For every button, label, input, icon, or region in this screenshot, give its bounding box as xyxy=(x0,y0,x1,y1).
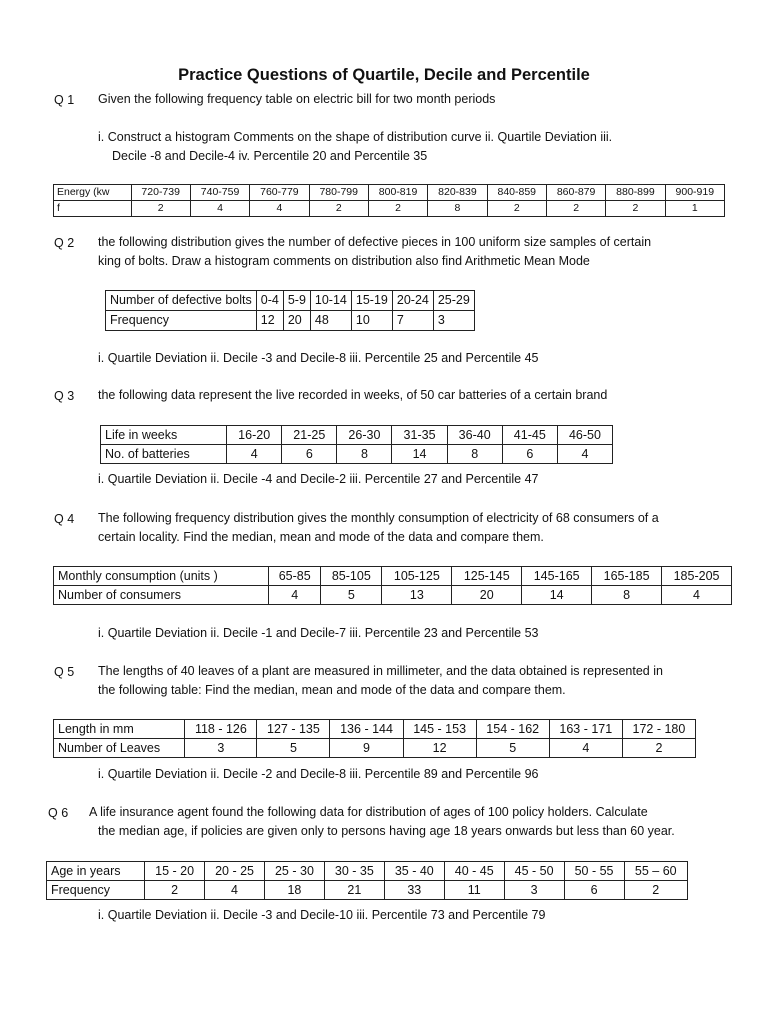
table-cell: 145 - 153 xyxy=(403,720,476,739)
table-cell: 125-145 xyxy=(452,567,522,586)
row-label-cell: Number of consumers xyxy=(54,586,269,605)
table-row xyxy=(54,586,732,605)
table-cell: 6 xyxy=(564,881,624,900)
table-cell: 46-50 xyxy=(557,426,612,445)
table-cell: 9 xyxy=(330,739,403,758)
row-label-cell: Energy (kw xyxy=(54,185,132,201)
table-cell: 50 - 55 xyxy=(564,862,624,881)
table-cell: 5 xyxy=(476,739,549,758)
row-label-cell: Age in years xyxy=(47,862,145,881)
table-cell: 2 xyxy=(487,201,546,217)
table-cell: 105-125 xyxy=(382,567,452,586)
row-label-cell: Life in weeks xyxy=(101,426,227,445)
table-cell: 14 xyxy=(392,445,447,464)
table-cell: 7 xyxy=(392,311,433,331)
q1-number: Q 1 xyxy=(54,93,75,107)
table-row xyxy=(47,881,688,900)
table-cell: 820-839 xyxy=(428,185,487,201)
table-cell: 36-40 xyxy=(447,426,502,445)
table-cell: 800-819 xyxy=(368,185,427,201)
table-cell: 25-29 xyxy=(433,291,474,311)
table-cell: 4 xyxy=(227,445,282,464)
q1-frequency-table xyxy=(53,184,725,217)
table-row xyxy=(54,567,732,586)
table-cell: 2 xyxy=(624,881,687,900)
row-label-cell: Number of defective bolts xyxy=(106,291,257,311)
table-cell: 20 xyxy=(283,311,310,331)
table-cell: 760-779 xyxy=(250,185,309,201)
q5-number: Q 5 xyxy=(54,665,75,679)
table-cell: 880-899 xyxy=(606,185,665,201)
q2-line1: the following distribution gives the number of defective pieces in 100 uniform size samples of certain xyxy=(98,235,652,249)
table-cell: 8 xyxy=(592,586,662,605)
table-cell: 10 xyxy=(351,311,392,331)
table-row xyxy=(54,201,725,217)
table-cell: 41-45 xyxy=(502,426,557,445)
table-cell: 8 xyxy=(337,445,392,464)
q4-line2: certain locality. Find the median, mean and mode of the data and compare them. xyxy=(98,530,544,544)
table-cell: 3 xyxy=(433,311,474,331)
q6-tasks: i. Quartile Deviation ii. Decile -3 and Decile-10 iii. Percentile 73 and Percentile 79 xyxy=(98,908,546,922)
q3-line1: the following data represent the live recorded in weeks, of 50 car batteries of a certain brand xyxy=(98,388,608,402)
table-cell: 127 - 135 xyxy=(257,720,330,739)
table-cell: 4 xyxy=(190,201,249,217)
table-cell: 5-9 xyxy=(283,291,310,311)
q1-task-line2: Decile -8 and Decile-4 iv. Percentile 20 and Percentile 35 xyxy=(112,149,428,163)
table-cell: 10-14 xyxy=(310,291,351,311)
table-cell: 163 - 171 xyxy=(549,720,622,739)
table-cell: 5 xyxy=(321,586,382,605)
row-label-cell: Length in mm xyxy=(54,720,185,739)
table-cell: 2 xyxy=(368,201,427,217)
q2-defective-bolts-table xyxy=(105,290,475,331)
table-cell: 154 - 162 xyxy=(476,720,549,739)
row-label-cell: Frequency xyxy=(47,881,145,900)
q6-line1: A life insurance agent found the following data for distribution of ages of 100 policy holders. Calculate xyxy=(89,805,648,819)
table-cell: 0-4 xyxy=(256,291,283,311)
table-cell: 12 xyxy=(403,739,476,758)
table-cell: 45 - 50 xyxy=(504,862,564,881)
table-cell: 20 xyxy=(452,586,522,605)
row-label-cell: Monthly consumption (units ) xyxy=(54,567,269,586)
q2-tasks: i. Quartile Deviation ii. Decile -3 and Decile-8 iii. Percentile 25 and Percentile 45 xyxy=(98,351,539,365)
q1-task-line1: i. Construct a histogram Comments on the shape of distribution curve ii. Quartile Deviation iii. xyxy=(98,130,613,144)
table-cell: 740-759 xyxy=(190,185,249,201)
table-cell: 165-185 xyxy=(592,567,662,586)
q5-line2: the following table: Find the median, mean and mode of the data and compare them. xyxy=(98,683,566,697)
table-cell: 26-30 xyxy=(337,426,392,445)
q6-line2: the median age, if policies are given only to persons having age 18 years onwards but less than 60 year. xyxy=(98,824,675,838)
q2-line2: king of bolts. Draw a histogram comments on distribution also find Arithmetic Mean Mode xyxy=(98,254,590,268)
q6-number: Q 6 xyxy=(48,806,69,820)
table-cell: 33 xyxy=(384,881,444,900)
q1-text: Given the following frequency table on electric bill for two month periods xyxy=(98,92,496,106)
table-cell: 3 xyxy=(504,881,564,900)
table-cell: 860-879 xyxy=(546,185,605,201)
table-cell: 6 xyxy=(502,445,557,464)
page-title: Practice Questions of Quartile, Decile and Percentile xyxy=(178,66,590,84)
q6-age-table xyxy=(46,861,688,900)
row-label-cell: Number of Leaves xyxy=(54,739,185,758)
table-cell: 6 xyxy=(282,445,337,464)
table-row xyxy=(101,445,613,464)
table-cell: 13 xyxy=(382,586,452,605)
table-cell: 5 xyxy=(257,739,330,758)
table-cell: 840-859 xyxy=(487,185,546,201)
table-cell: 720-739 xyxy=(131,185,190,201)
q2-number: Q 2 xyxy=(54,236,75,250)
table-cell: 11 xyxy=(444,881,504,900)
table-cell: 4 xyxy=(269,586,321,605)
table-cell: 3 xyxy=(185,739,257,758)
table-cell: 14 xyxy=(522,586,592,605)
table-cell: 48 xyxy=(310,311,351,331)
q3-tasks: i. Quartile Deviation ii. Decile -4 and Decile-2 iii. Percentile 27 and Percentile 47 xyxy=(98,472,539,486)
table-cell: 8 xyxy=(428,201,487,217)
table-cell: 4 xyxy=(549,739,622,758)
table-cell: 136 - 144 xyxy=(330,720,403,739)
q5-line1: The lengths of 40 leaves of a plant are measured in millimeter, and the data obtained is represented in xyxy=(98,664,663,678)
table-cell: 4 xyxy=(250,201,309,217)
table-cell: 4 xyxy=(205,881,265,900)
table-cell: 20 - 25 xyxy=(205,862,265,881)
table-cell: 30 - 35 xyxy=(324,862,384,881)
table-cell: 35 - 40 xyxy=(384,862,444,881)
table-cell: 31-35 xyxy=(392,426,447,445)
table-row xyxy=(54,739,696,758)
table-cell: 40 - 45 xyxy=(444,862,504,881)
table-cell: 15-19 xyxy=(351,291,392,311)
table-cell: 900-919 xyxy=(665,185,724,201)
table-cell: 185-205 xyxy=(662,567,732,586)
table-cell: 16-20 xyxy=(227,426,282,445)
table-cell: 145-165 xyxy=(522,567,592,586)
table-cell: 2 xyxy=(131,201,190,217)
table-cell: 2 xyxy=(546,201,605,217)
table-row xyxy=(106,311,475,331)
q4-line1: The following frequency distribution gives the monthly consumption of electricity of 68 consumers of a xyxy=(98,511,659,525)
row-label-cell: f xyxy=(54,201,132,217)
table-cell: 4 xyxy=(662,586,732,605)
table-cell: 18 xyxy=(264,881,324,900)
table-cell: 20-24 xyxy=(392,291,433,311)
table-cell: 780-799 xyxy=(309,185,368,201)
table-row xyxy=(106,291,475,311)
table-cell: 1 xyxy=(665,201,724,217)
table-cell: 12 xyxy=(256,311,283,331)
table-cell: 2 xyxy=(145,881,205,900)
q3-number: Q 3 xyxy=(54,389,75,403)
table-cell: 8 xyxy=(447,445,502,464)
q4-tasks: i. Quartile Deviation ii. Decile -1 and Decile-7 iii. Percentile 23 and Percentile 53 xyxy=(98,626,539,640)
row-label-cell: Frequency xyxy=(106,311,257,331)
table-cell: 172 - 180 xyxy=(622,720,695,739)
q5-leaf-length-table xyxy=(53,719,696,758)
q3-battery-life-table xyxy=(100,425,613,464)
q4-consumption-table xyxy=(53,566,732,605)
table-row xyxy=(47,862,688,881)
row-label-cell: No. of batteries xyxy=(101,445,227,464)
table-cell: 15 - 20 xyxy=(145,862,205,881)
table-cell: 2 xyxy=(309,201,368,217)
table-cell: 118 - 126 xyxy=(185,720,257,739)
table-cell: 21-25 xyxy=(282,426,337,445)
table-cell: 25 - 30 xyxy=(264,862,324,881)
table-cell: 2 xyxy=(606,201,665,217)
q5-tasks: i. Quartile Deviation ii. Decile -2 and Decile-8 iii. Percentile 89 and Percentile 96 xyxy=(98,767,539,781)
q4-number: Q 4 xyxy=(54,512,75,526)
table-cell: 85-105 xyxy=(321,567,382,586)
table-row xyxy=(54,720,696,739)
table-cell: 2 xyxy=(622,739,695,758)
table-cell: 55 – 60 xyxy=(624,862,687,881)
table-row xyxy=(101,426,613,445)
table-row xyxy=(54,185,725,201)
table-cell: 21 xyxy=(324,881,384,900)
table-cell: 4 xyxy=(557,445,612,464)
table-cell: 65-85 xyxy=(269,567,321,586)
